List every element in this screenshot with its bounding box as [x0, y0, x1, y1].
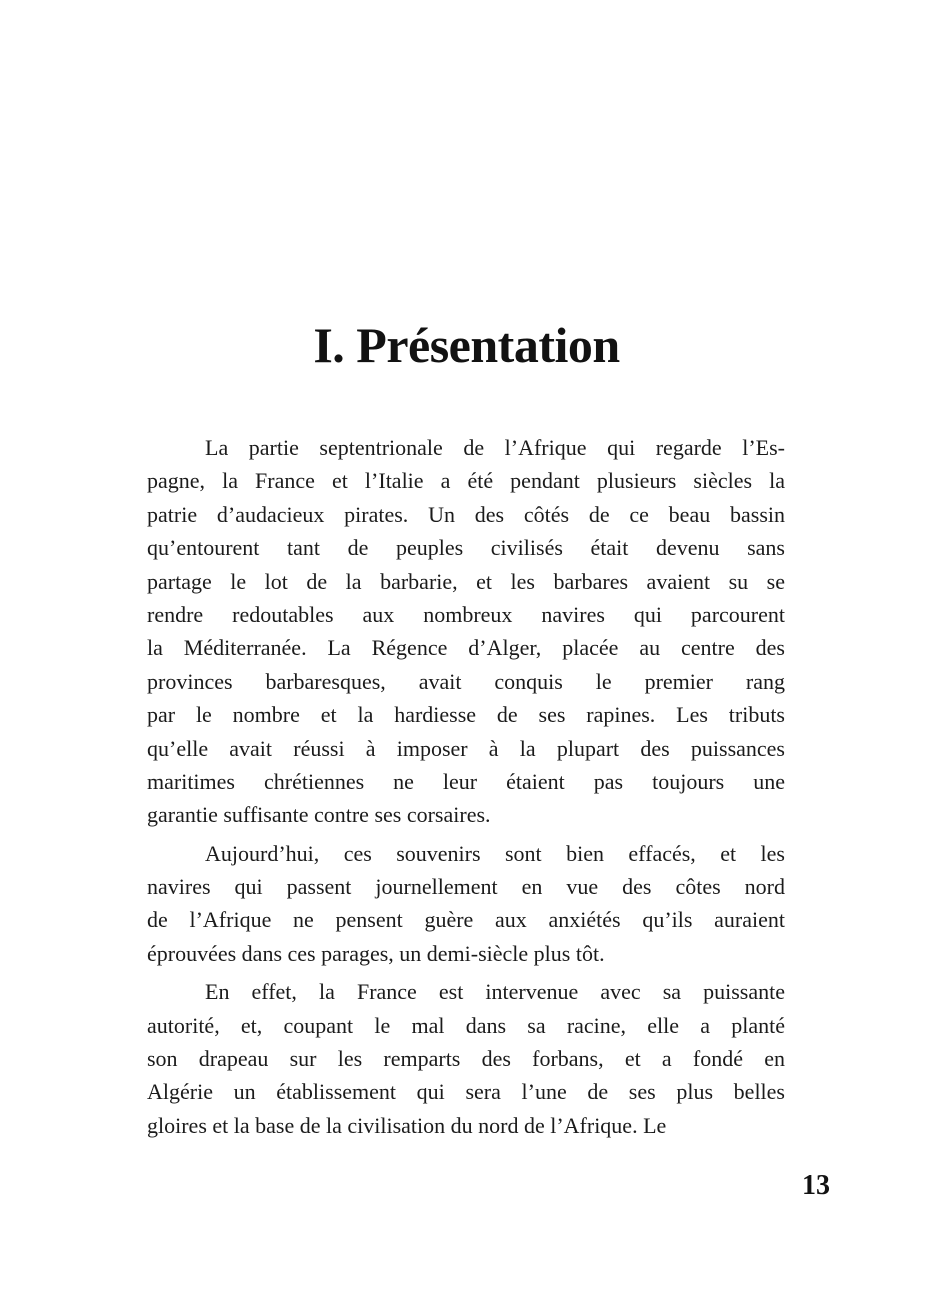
text-line: partage le lot de la barbarie, et les barbares avaient su se: [147, 568, 785, 594]
page-number: 13: [802, 1170, 830, 1201]
text-line: son drapeau sur les remparts des forbans, et a fondé en: [147, 1046, 785, 1072]
text-line: éprouvées dans ces parages, un demi-siècle plus tôt.: [147, 940, 605, 966]
chapter-title: I. Présentation: [313, 317, 620, 373]
text-line: par le nombre et la hardiesse de ses rapines. Les tributs: [147, 702, 785, 728]
text-line: En effet, la France est intervenue avec sa puissante: [205, 979, 785, 1005]
paragraph: [147, 975, 785, 1142]
text-line: pagne, la France et l’Italie a été pendant plusieurs siècles la: [147, 468, 785, 494]
text-line: autorité, et, coupant le mal dans sa racine, elle a planté: [147, 1012, 785, 1038]
text-line: patrie d’audacieux pirates. Un des côtés de ce beau bassin: [147, 501, 785, 527]
text-block: [147, 431, 785, 1142]
paragraph: [147, 431, 785, 832]
text-line: gloires et la base de la civilisation du nord de l’Afrique. Le: [147, 1112, 667, 1138]
text-line: maritimes chrétiennes ne leur étaient pas toujours une: [147, 768, 785, 794]
text-line: la Méditerranée. La Régence d’Alger, placée au centre des: [147, 635, 785, 661]
text-line: navires qui passent journellement en vue des côtes nord: [147, 874, 785, 900]
text-line: garantie suffisante contre ses corsaires.: [147, 802, 491, 828]
text-line: Aujourd’hui, ces souvenirs sont bien effacés, et les: [205, 840, 785, 866]
text-line: Algérie un établissement qui sera l’une de ses plus belles: [147, 1079, 785, 1105]
text-line: qu’entourent tant de peuples civilisés était devenu sans: [147, 535, 785, 561]
text-line: qu’elle avait réussi à imposer à la plupart des puissances: [147, 735, 785, 761]
paragraph: [147, 837, 785, 971]
text-line: rendre redoutables aux nombreux navires qui parcourent: [147, 601, 785, 627]
text-line: provinces barbaresques, avait conquis le premier rang: [147, 668, 785, 694]
text-line: de l’Afrique ne pensent guère aux anxiétés qu’ils auraient: [147, 907, 785, 933]
text-line: La partie septentrionale de l’Afrique qui regarde l’Es-: [205, 435, 785, 460]
